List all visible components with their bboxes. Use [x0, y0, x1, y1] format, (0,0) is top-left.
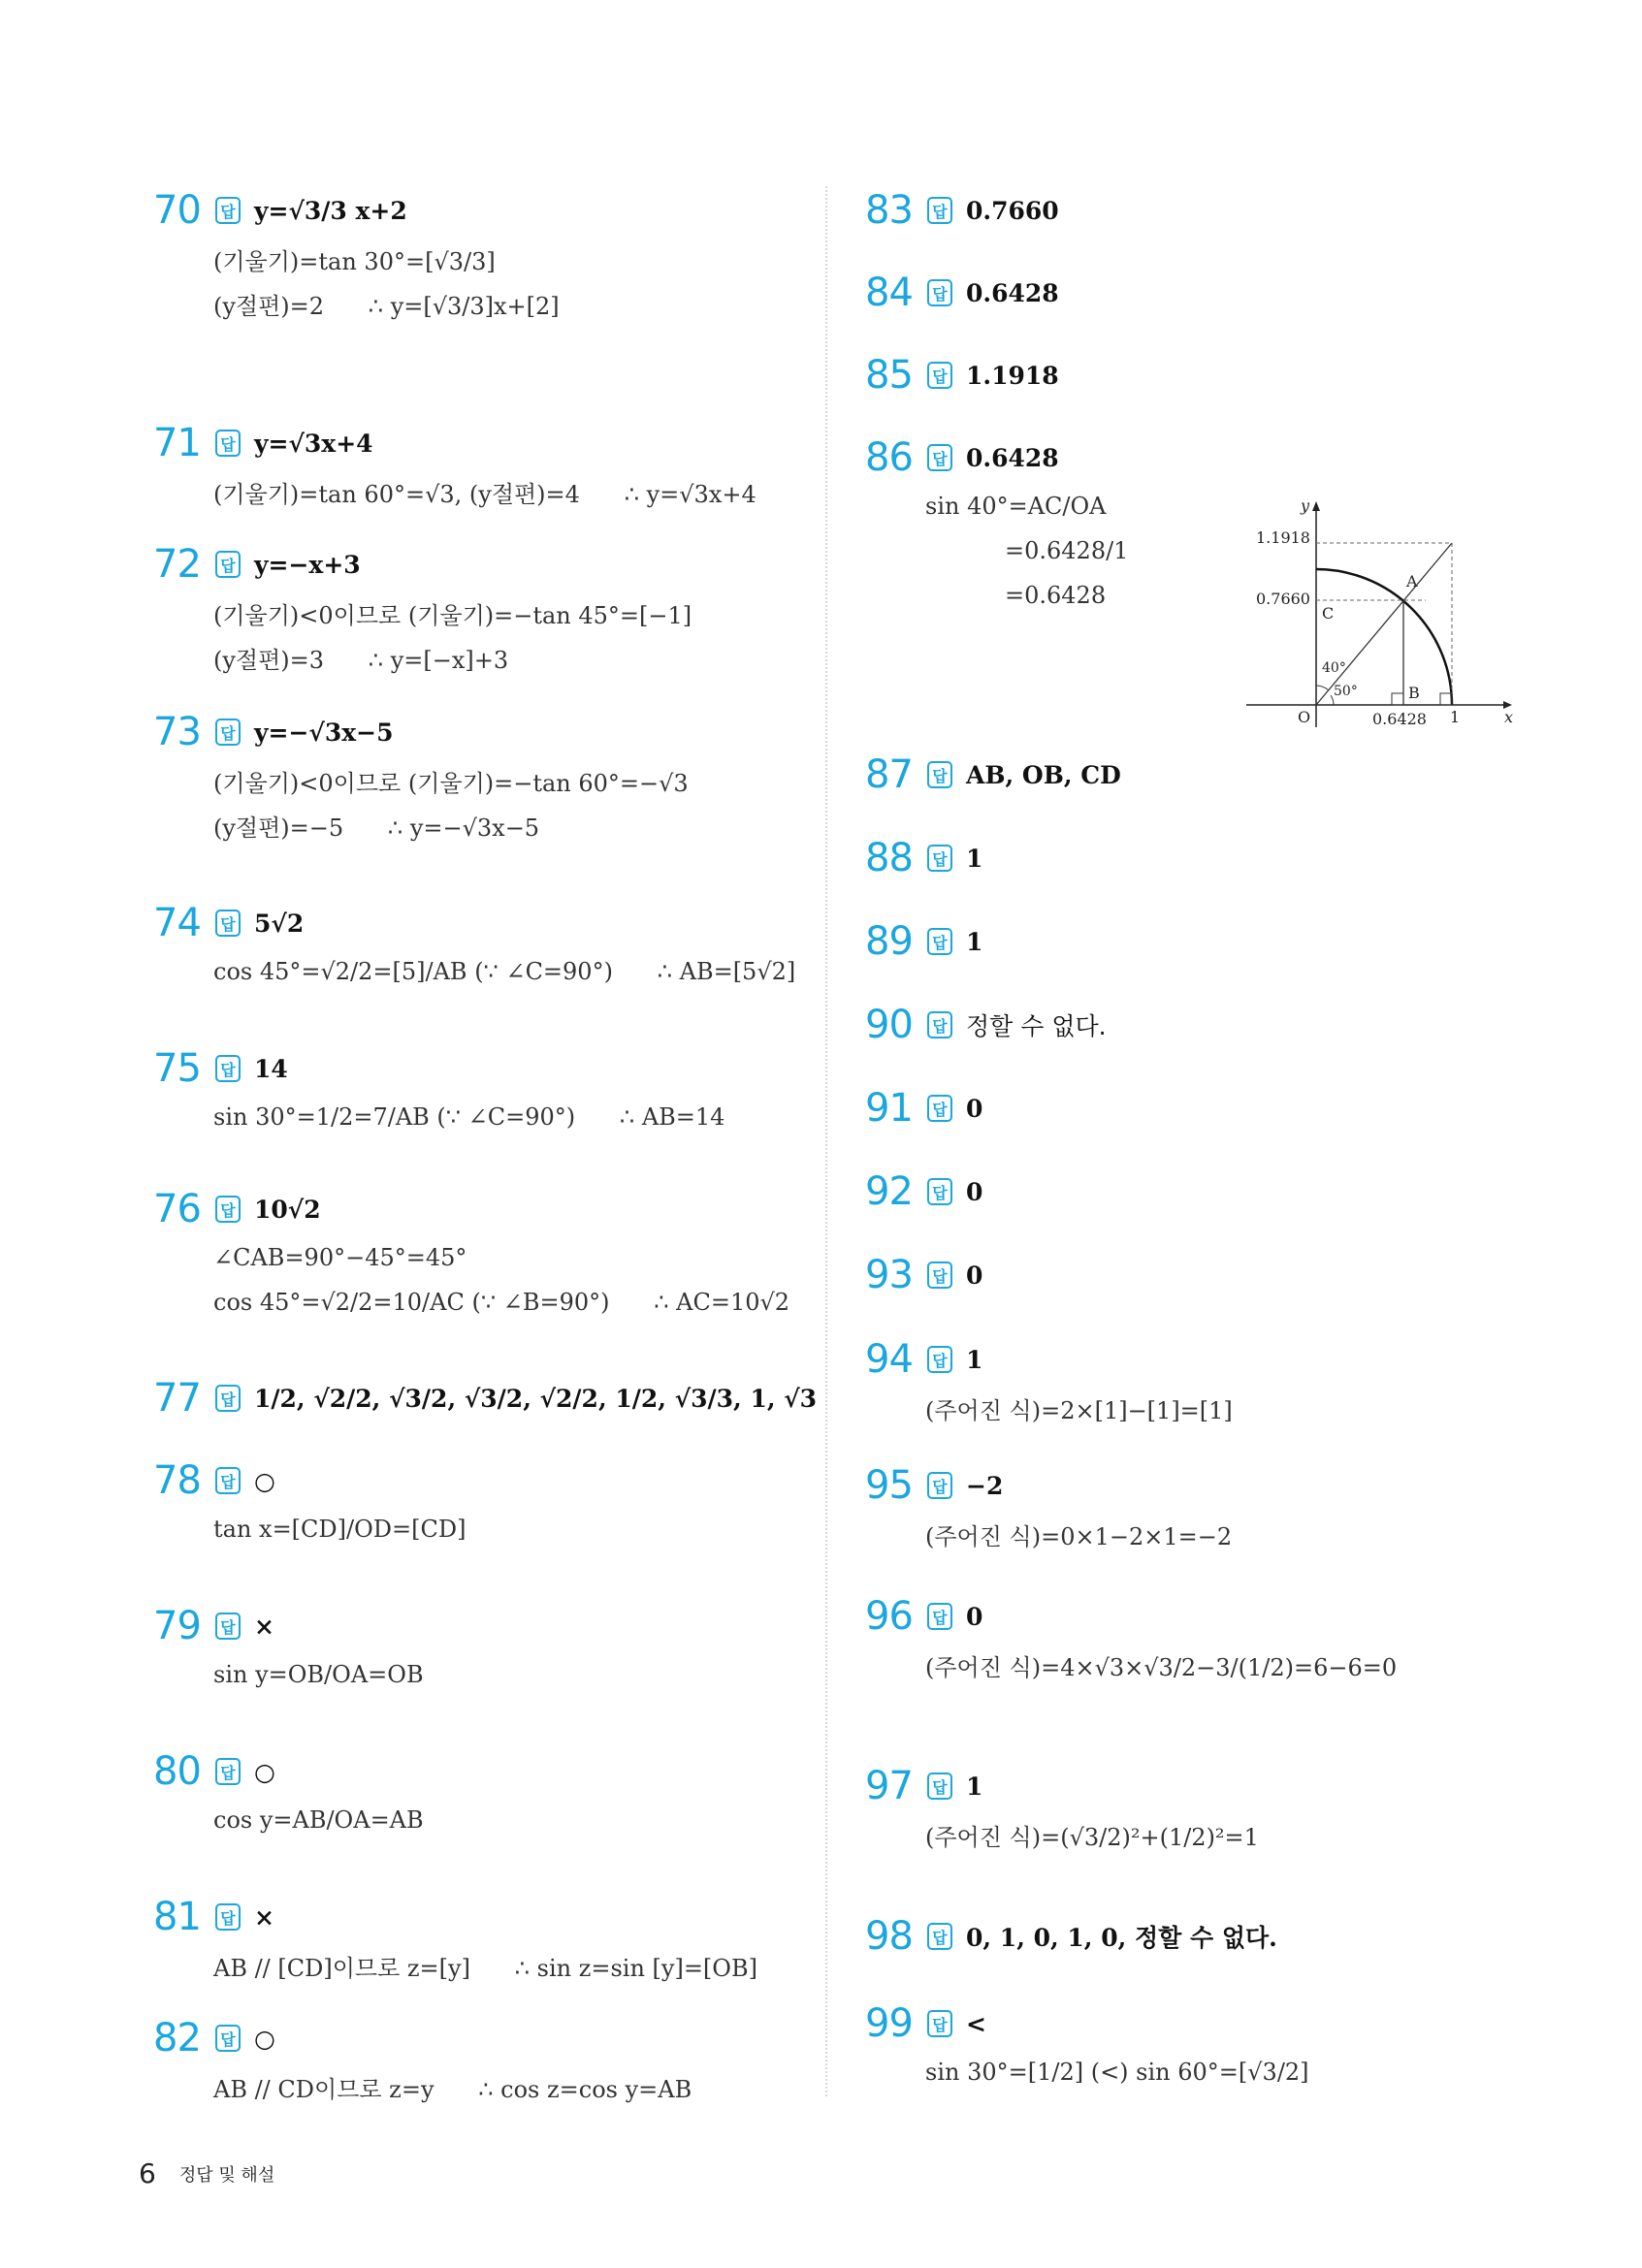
answer-tag-icon: 답: [927, 1346, 952, 1373]
answer-text: ×: [254, 1612, 274, 1641]
problem-93: [865, 1249, 982, 1301]
answer-text: 정할 수 없다.: [966, 1012, 1107, 1040]
problem-number: 74: [153, 901, 201, 945]
solution-text: ∠CAB=90°−45°=45°: [213, 1244, 467, 1271]
solution-line: [213, 803, 689, 847]
solution-line: [213, 1280, 789, 1325]
answer-text: y=√3x+4: [254, 429, 373, 458]
answer-tag-icon: 답: [927, 1472, 952, 1499]
problem-97: [865, 1760, 1259, 1857]
solution-line: [213, 469, 757, 514]
answer-text: ○: [254, 1466, 275, 1495]
answer-tag-icon: 답: [927, 1773, 952, 1800]
problem-number: 94: [865, 1337, 913, 1382]
answer-tag-icon: 답: [215, 430, 241, 457]
problem-number: 79: [153, 1604, 201, 1648]
problem-header: [865, 349, 1059, 401]
problem-79: [153, 1600, 424, 1697]
solution-line: [925, 2050, 1309, 2094]
problem-77: [153, 1372, 817, 1424]
problem-number: 99: [865, 2001, 913, 2046]
answer-text: <: [966, 2009, 986, 2038]
solution-text: sin 30°=1/2=7/AB (∵ ∠C=90°) ∴ AB=14: [213, 1103, 725, 1131]
problem-87: [865, 749, 1121, 801]
problem-header: [153, 184, 560, 237]
problem-number: 90: [865, 1003, 913, 1047]
answer-text: AB, OB, CD: [966, 760, 1121, 789]
problem-95: [865, 1459, 1232, 1556]
solution-line: [213, 1943, 757, 1988]
y-axis-label: y: [1301, 496, 1310, 515]
problem-number: 86: [865, 435, 913, 480]
problem-78: [153, 1454, 466, 1551]
answer-text: 0.6428: [966, 443, 1059, 472]
problem-number: 89: [865, 919, 913, 964]
problem-86: [865, 431, 1128, 618]
solution-line: [213, 1798, 424, 1842]
problem-header: [865, 267, 1059, 319]
page-number: 6: [139, 2157, 156, 2189]
problem-number: 92: [865, 1169, 913, 1214]
solution-text: cos y=AB/OA=AB: [213, 1806, 424, 1834]
answer-tag-icon: 답: [215, 1055, 241, 1082]
problem-82: [153, 2012, 692, 2109]
solution-text: (y절편)=2 ∴ y=[√3/3]x+[2]: [213, 292, 560, 320]
answer-text: 1: [966, 927, 983, 956]
x-tick-1: 0.6428: [1372, 710, 1427, 728]
problem-88: [865, 832, 982, 884]
answer-text: ×: [254, 1902, 274, 1932]
problem-header: [865, 431, 1128, 484]
answer-text: 1: [966, 1345, 983, 1374]
problem-header: [865, 1459, 1232, 1512]
answer-tag-icon: 답: [927, 1262, 952, 1289]
solution-text: sin y=OB/OA=OB: [213, 1661, 424, 1688]
answer-tag-icon: 답: [215, 551, 241, 578]
answer-tag-icon: 답: [215, 1613, 241, 1640]
y-tick-1: 1.1918: [1256, 528, 1310, 547]
problem-number: 72: [153, 542, 201, 587]
solution-text: AB // CD이므로 z=y ∴ cos z=cos y=AB: [213, 2075, 692, 2103]
problem-number: 87: [865, 752, 913, 797]
problem-91: [865, 1082, 982, 1134]
solution-line: [213, 758, 689, 803]
y-tick-2: 0.7660: [1256, 590, 1310, 608]
answer-tag-icon: 답: [927, 362, 952, 389]
solution-line: [213, 949, 795, 994]
answer-tag-icon: 답: [927, 197, 952, 224]
problem-85: [865, 349, 1059, 401]
answer-text: 0.7660: [966, 196, 1059, 225]
problem-header: [865, 1590, 1397, 1643]
problem-98: [865, 1910, 1277, 1963]
answer-text: 0.6428: [966, 278, 1059, 307]
problem-header: [865, 915, 982, 968]
problem-header: [865, 1997, 1309, 2050]
solution-text: (기울기)=tan 60°=√3, (y절편)=4 ∴ y=√3x+4: [213, 480, 757, 508]
answer-text: 0: [966, 1261, 983, 1290]
solution-line: [213, 635, 692, 680]
answer-tag-icon: 답: [927, 1011, 952, 1038]
answer-tag-icon: 답: [927, 845, 952, 872]
answer-tag-icon: 답: [927, 1095, 952, 1122]
problem-75: [153, 1042, 724, 1139]
problem-header: [153, 417, 757, 469]
solution-line: [213, 2064, 692, 2109]
problem-number: 80: [153, 1749, 201, 1794]
answer-text: 1/2, √2/2, √3/2, √3/2, √2/2, 1/2, √3/3, 1, √3: [254, 1384, 818, 1413]
problem-header: [865, 749, 1121, 801]
answer-tag-icon: 답: [215, 910, 241, 937]
x-tick-2: 1: [1450, 708, 1461, 726]
solution-text: (주어진 식)=(√3/2)²+(1/2)²=1: [925, 1823, 1259, 1851]
ray-OA: [1316, 543, 1452, 705]
answer-text: y=−x+3: [254, 550, 361, 579]
solution-text: cos 45°=√2/2=[5]/AB (∵ ∠C=90°) ∴ AB=[5√2]: [213, 958, 796, 985]
problem-number: 77: [153, 1376, 201, 1421]
point-A: A: [1406, 572, 1418, 591]
answer-tag-icon: 답: [215, 1903, 241, 1931]
solution-line: [925, 1812, 1259, 1857]
problem-number: 78: [153, 1458, 201, 1503]
problem-header: [153, 538, 692, 591]
answer-text: 14: [254, 1054, 288, 1083]
solution-line: [213, 1652, 424, 1697]
problem-92: [865, 1166, 982, 1218]
angle-40: 40°: [1322, 660, 1346, 676]
problem-number: 83: [865, 188, 913, 233]
problem-80: [153, 1745, 424, 1842]
problem-header: [865, 184, 1059, 237]
solution-line: [213, 237, 560, 281]
problem-header: [153, 1745, 424, 1798]
problem-number: 91: [865, 1086, 913, 1131]
problem-96: [865, 1590, 1397, 1687]
solution-text: (기울기)<0이므로 (기울기)=−tan 60°=−√3: [213, 769, 689, 797]
problem-number: 96: [865, 1594, 913, 1639]
solution-text: (주어진 식)=0×1−2×1=−2: [925, 1522, 1233, 1550]
problem-header: [153, 1183, 789, 1235]
problem-header: [865, 1760, 1259, 1812]
unit-circle-diagram: [1237, 490, 1518, 732]
solution-text: (기울기)<0이므로 (기울기)=−tan 45°=[−1]: [213, 601, 692, 629]
problem-73: [153, 706, 689, 847]
problem-header: [153, 1372, 817, 1424]
answer-text: 0, 1, 0, 1, 0, 정할 수 없다.: [966, 1924, 1277, 1952]
problem-header: [865, 1333, 1233, 1386]
answer-text: y=√3/3 x+2: [254, 196, 407, 225]
problem-number: 73: [153, 710, 201, 754]
answer-text: 1: [966, 1772, 983, 1801]
solution-line: [1005, 528, 1128, 573]
point-B: B: [1408, 684, 1420, 702]
problem-header: [153, 2012, 692, 2064]
answer-tag-icon: 답: [215, 1467, 241, 1494]
solution-text: =0.6428/1: [1005, 537, 1129, 564]
answer-tag-icon: 답: [215, 197, 241, 224]
solution-line: [213, 1235, 789, 1280]
answer-text: 1: [966, 844, 983, 873]
problem-header: [865, 999, 1107, 1051]
problem-header: [865, 1166, 982, 1218]
solution-text: (y절편)=−5 ∴ y=−√3x−5: [213, 814, 540, 842]
solution-text: cos 45°=√2/2=10/AC (∵ ∠B=90°) ∴ AC=10√2: [213, 1289, 790, 1316]
answer-text: 1.1918: [966, 361, 1059, 390]
x-axis-label: x: [1504, 708, 1514, 726]
origin-label: O: [1298, 708, 1311, 726]
solution-text: (주어진 식)=4×√3×√3/2−3/(1/2)=6−6=0: [925, 1653, 1398, 1681]
answer-text: 10√2: [254, 1195, 321, 1224]
answer-text: 0: [966, 1094, 983, 1123]
solution-line: [925, 1512, 1232, 1556]
problem-number: 98: [865, 1914, 913, 1959]
solution-text: (y절편)=3 ∴ y=[−x]+3: [213, 646, 509, 674]
problem-number: 85: [865, 353, 913, 398]
answer-tag-icon: 답: [215, 1385, 241, 1412]
problem-number: 88: [865, 836, 913, 880]
problem-number: 81: [153, 1895, 201, 1939]
solution-line: [213, 1507, 466, 1551]
solution-text: =0.6428: [1005, 582, 1107, 609]
solution-line: [1005, 573, 1128, 618]
problem-number: 97: [865, 1764, 913, 1808]
answer-tag-icon: 답: [215, 719, 241, 746]
solution-line: [213, 591, 692, 635]
solution-text: sin 30°=[1/2] (<) sin 60°=[√3/2]: [925, 2059, 1309, 2086]
solution-text: tan x=[CD]/OD=[CD]: [213, 1516, 467, 1543]
problem-number: 70: [153, 188, 201, 233]
problem-header: [865, 1910, 1277, 1963]
problem-header: [153, 1600, 424, 1652]
problem-number: 82: [153, 2016, 201, 2060]
answer-text: ○: [254, 2024, 275, 2053]
answer-tag-icon: 답: [927, 2010, 952, 2037]
answer-text: 0: [966, 1177, 983, 1206]
solution-line: [213, 281, 560, 326]
angle-50: 50°: [1334, 684, 1358, 699]
problem-74: [153, 897, 795, 994]
answer-tag-icon: 답: [215, 1758, 241, 1785]
solution-line: [925, 1643, 1397, 1687]
problem-number: 76: [153, 1187, 201, 1231]
answer-tag-icon: 답: [927, 1178, 952, 1205]
page-footer: [139, 2157, 274, 2189]
problem-71: [153, 417, 757, 514]
answer-tag-icon: 답: [927, 761, 952, 788]
problem-89: [865, 915, 982, 968]
answer-tag-icon: 답: [927, 444, 952, 471]
problem-99: [865, 1997, 1309, 2094]
problem-70: [153, 184, 560, 326]
answer-text: 5√2: [254, 909, 305, 938]
solution-line: [925, 1386, 1233, 1430]
point-C: C: [1322, 604, 1335, 623]
answer-tag-icon: 답: [215, 2025, 241, 2052]
problem-76: [153, 1183, 789, 1325]
problem-72: [153, 538, 692, 680]
column-divider: [825, 186, 827, 2096]
problem-84: [865, 267, 1059, 319]
problem-header: [153, 1891, 757, 1943]
problem-header: [153, 897, 795, 949]
solution-text: sin 40°=AC/OA: [925, 493, 1107, 520]
solution-line: [213, 1095, 724, 1139]
answer-tag-icon: 답: [927, 279, 952, 306]
problem-header: [153, 1042, 724, 1095]
answer-text: y=−√3x−5: [254, 718, 394, 747]
problem-number: 95: [865, 1463, 913, 1508]
problem-header: [865, 1082, 982, 1134]
solution-text: AB // [CD]이므로 z=[y] ∴ sin z=sin [y]=[OB]: [213, 1954, 757, 1982]
answer-text: 0: [966, 1602, 983, 1631]
page-label: 정답 및 해설: [178, 2164, 275, 2186]
problem-header: [865, 1249, 982, 1301]
problem-number: 75: [153, 1046, 201, 1091]
problem-83: [865, 184, 1059, 237]
problem-header: [153, 706, 689, 758]
problem-81: [153, 1891, 757, 1988]
problem-90: [865, 999, 1107, 1051]
answer-tag-icon: 답: [927, 1603, 952, 1630]
answer-text: −2: [966, 1471, 1004, 1500]
problem-number: 84: [865, 271, 913, 315]
problem-number: 93: [865, 1253, 913, 1297]
solution-line: [925, 484, 1128, 528]
problem-94: [865, 1333, 1233, 1430]
answer-tag-icon: 답: [927, 928, 952, 955]
answer-text: ○: [254, 1757, 275, 1786]
problem-header: [865, 832, 982, 884]
problem-header: [153, 1454, 466, 1507]
solution-text: (주어진 식)=2×[1]−[1]=[1]: [925, 1396, 1233, 1424]
problem-number: 71: [153, 421, 201, 465]
answer-tag-icon: 답: [927, 1923, 952, 1950]
answer-tag-icon: 답: [215, 1196, 241, 1223]
solution-text: (기울기)=tan 30°=[√3/3]: [213, 247, 496, 275]
